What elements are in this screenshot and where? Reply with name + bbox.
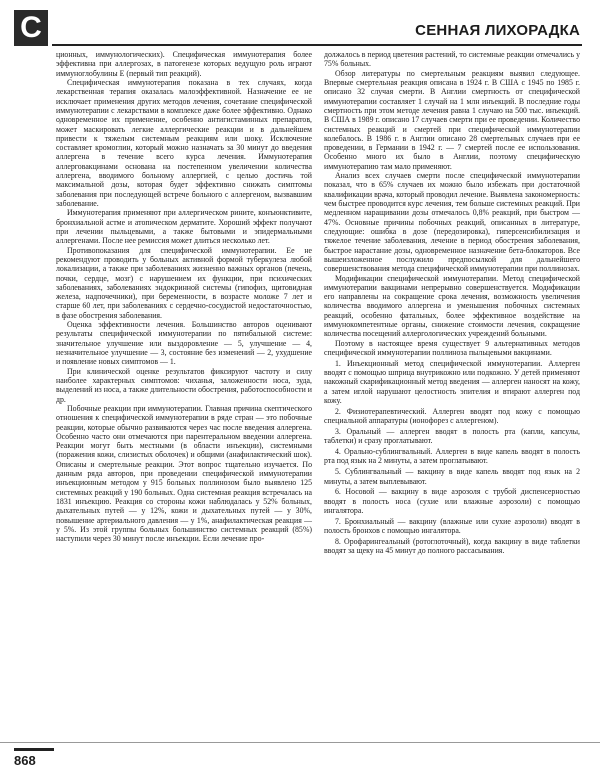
page-number: 868 <box>14 748 54 771</box>
list-item: 4. Орально-сублингвальный. Аллерген в виде капель вводят в полость рта под язык на 2 минуты, а затем проглатывают. <box>324 447 580 466</box>
list-item: 7. Бронхиальный — вакцину (влажные или сухие аэрозоли) вводят в полость бронхов с помощью ингалятора. <box>324 516 580 536</box>
list-item: 8. Орофарингеальный (ротоглоточный), когда вакцину в виде таблетки вводят за щеку на 45 минут до полного рассасывания. <box>324 536 580 556</box>
paragraph: Поэтому в настоящее время существует 9 альтернативных методов специфической иммунотерапии поллиноза пыльцевыми вакцинами. <box>324 338 580 357</box>
paragraph: Побочные реакции при иммунотерапии. Главная причина скептического отношения к специфической иммунотерапии в ряде стран — это побочные реакции, которые обычно развиваются через час после введения аллергена. Особенно часто они отмечаются при парентеральном введении аллергена. Реакции могут быть местными (в области инъекции), системными (поражения кожи, слизистых оболочек) и общими (анафилактический шок). Описаны и смертельные реакции. Этот вопрос тщательно изучается. По данным ряда авторов, при проведении специфической иммунотерапии инъекционным методом у 915 больных поллинозом было выявлено 125 системных реакций у 190 больных. Одна системная реакция встречалась на 1831 инъекцию. Реакция со стороны кожи наблюдалась у 52% больных, дыхательных путей — у 12%, кожи и дыхательных путей — у 30%, повышение артериального давления — у 1%, анафилактическая реакция — у 5%. Из этой группы больных большинство системных реакций (85%) наступили через 30 минут после инъекции. Если лечение про- <box>56 403 312 544</box>
paragraph: Противопоказания для специфической иммунотерапии. Ее не рекомендуют проводить у больных активной формой туберкулеза любой локализации, а также при заболеваниях жизненно важных органов (печень, почки, сердце, мозг) с нарушением их функции, при психических заболеваниях, заболеваниях эндокринной системы (гипофиз, щитовидная железа, надпочечники), при беременности, в возрасте моложе 7 лет и старше 60 лет, при заболеваниях с сердечно-сосудистой недостаточностью, в фазе обострения заболевания. <box>56 245 312 320</box>
paragraph: Анализ всех случаев смерти после специфической иммунотерапии показал, что в 65% случаев их можно было избежать при достаточной квалификации врача, который проводил лечение. Выявлена закономерность: чем быстрее проводится курс лечения, тем больше системных реакций. При медленном наращивании дозы отмечалось 0,8% реакций, при быстром — 47%. Основные причины побочных реакций, описанных в литературе, следующие: ошибка в дозе (передозировка), гиперсенсибилизация и тяжелое течение заболевания, лечение в период обострения заболевания, быстрое нарастание дозы, одновременное назначение бета-блокаторов. Все вышеизложенное послужило предпосылкой для дальнейшего совершенствования метода специфической иммунотерапии при поллинозах. <box>324 171 580 274</box>
paragraph: ционных, иммунологических). Специфическая иммунотерапия более эффективна при аллергозах, в патогенезе которых ведущую роль играют иммуноглобулины E (первый тип реакций). <box>56 50 312 78</box>
paragraph: Обзор литературы по смертельным реакциям выявил следующее. Впервые смертельная реакция описана в 1924 г. В США с 1945 по 1985 г. описано 32 случая смерти. В Англии смертность от специфической иммунотерапии составляет 1 случай на 1 млн инъекций. В последние годы смертность при этом методе лечения равна 1 случаю на 500 тыс. инъекций. В США в 1989 г. описано 17 случаев смерти при ее проведении. Количество системных реакций и смертей при специфической иммунотерапии колебалось. В 1986 г. в Англии описано 28 смертельных случаев при ее проведении, в Германии в 1942 г. — 7 смертей после ее использования. Особенно много их было в Англии, поэтому специфическую иммунотерапию там мало применяют. <box>324 68 580 171</box>
list-item: 2. Физиотерапевтический. Аллерген вводят под кожу с помощью специальной аппаратуры (ионофорез с аллергеном). <box>324 406 580 426</box>
list-item: 3. Оральный — аллерген вводят в полость рта (капли, капсулы, таблетки) и сразу проглатывают. <box>324 427 580 446</box>
list-item: 1. Инъекционный метод специфической иммунотерапии. Аллерген вводят с помощью шприца внутрикожно или подкожно. У детей применяют накожный скарификационный метод введения — аллерген наносят на кожу, а затем иглой нарушают целостность эпителия и втирают аллерген под кожу. <box>324 358 580 406</box>
running-header-title: СЕННАЯ ЛИХОРАДКА <box>415 22 580 39</box>
left-column <box>56 50 312 544</box>
right-column <box>324 50 580 556</box>
list-item: 6. Носовой — вакцину в виде аэрозоля с трубой диспенсерностью вводят в полость носа (сухие или влажные аэрозоли) с помощью ингалятора. <box>324 487 580 515</box>
header-rule <box>52 44 582 46</box>
paragraph: должалось в период цветения растений, то системные реакции отмечались у 75% больных. <box>324 50 580 69</box>
list-item: 5. Сублингвальный — вакцину в виде капель вводят под язык на 2 минуты, а затем выплевывают. <box>324 467 580 486</box>
paragraph: Иммунотерапия применяют при аллергическом рините, конъюнктивите, бронхиальной астме и атопическом дерматите. Хороший эффект получают при лечении пыльцевыми, а также бытовыми и эпидермальными аллергенами. После нее ремиссия может длиться несколько лет. <box>56 208 312 246</box>
paragraph: При клинической оценке результатов фиксируют частоту и силу наиболее характерных симптомов: чиханья, заложенности носа, зуда, выделений из носа, а также длительности обострения, работоспособности и др. <box>56 366 312 404</box>
paragraph: Оценка эффективности лечения. Большинство авторов оценивают результаты специфической иммунотерапии по пятибальной системе: значительное улучшение или выздоровление — 5, улучшение — 4, незначительное улучшение — 3, состояние без изменений — 2, ухудшение и появление новых симптомов — 1. <box>56 320 312 367</box>
paragraph: Модификации специфической иммунотерапии. Метод специфической иммунотерапии вакцинами непрерывно совершенствуется. Модификации его направлены на сокращение срока лечения, возможность увеличения количества вводимого аллергена и уменьшения побочных системных реакций, особенно фатальных, более эффективное воздействие на иммунокомпетентные органы, снижение стоимости лечения, сокращение количества посещений аллергологических учреждений больными. <box>324 273 580 339</box>
footer-rule <box>0 742 600 743</box>
paragraph: Специфическая иммунотерапия показана в тех случаях, когда лекарственная терапия оказалась малоэффективной. Назначение ее не исключает применения других методов лечения, сочетание специфической иммунотерапии с лекарствами в комплексе даже более эффективно. Однако одновременное их применение, особенно антигистаминных препаратов, может маскировать легкие аллергические реакции и в дальнейшем привести к тяжелым системным реакциям или шоку. Исключение составляет кромоглин, который можно назначать за 30 минут до введения аллергена в течение всего курса лечения. Иммунотерапия аллерговакцинами основана на постепенном увеличении количества аллергена, вводимого больному аллергией, с целью достичь той максимальной дозы, которая будет эффективно снижать симптомы заболевания при последующей встрече больного с аллергеном, вызвавшим заболевание. <box>56 77 312 208</box>
section-letter: С <box>14 10 48 46</box>
